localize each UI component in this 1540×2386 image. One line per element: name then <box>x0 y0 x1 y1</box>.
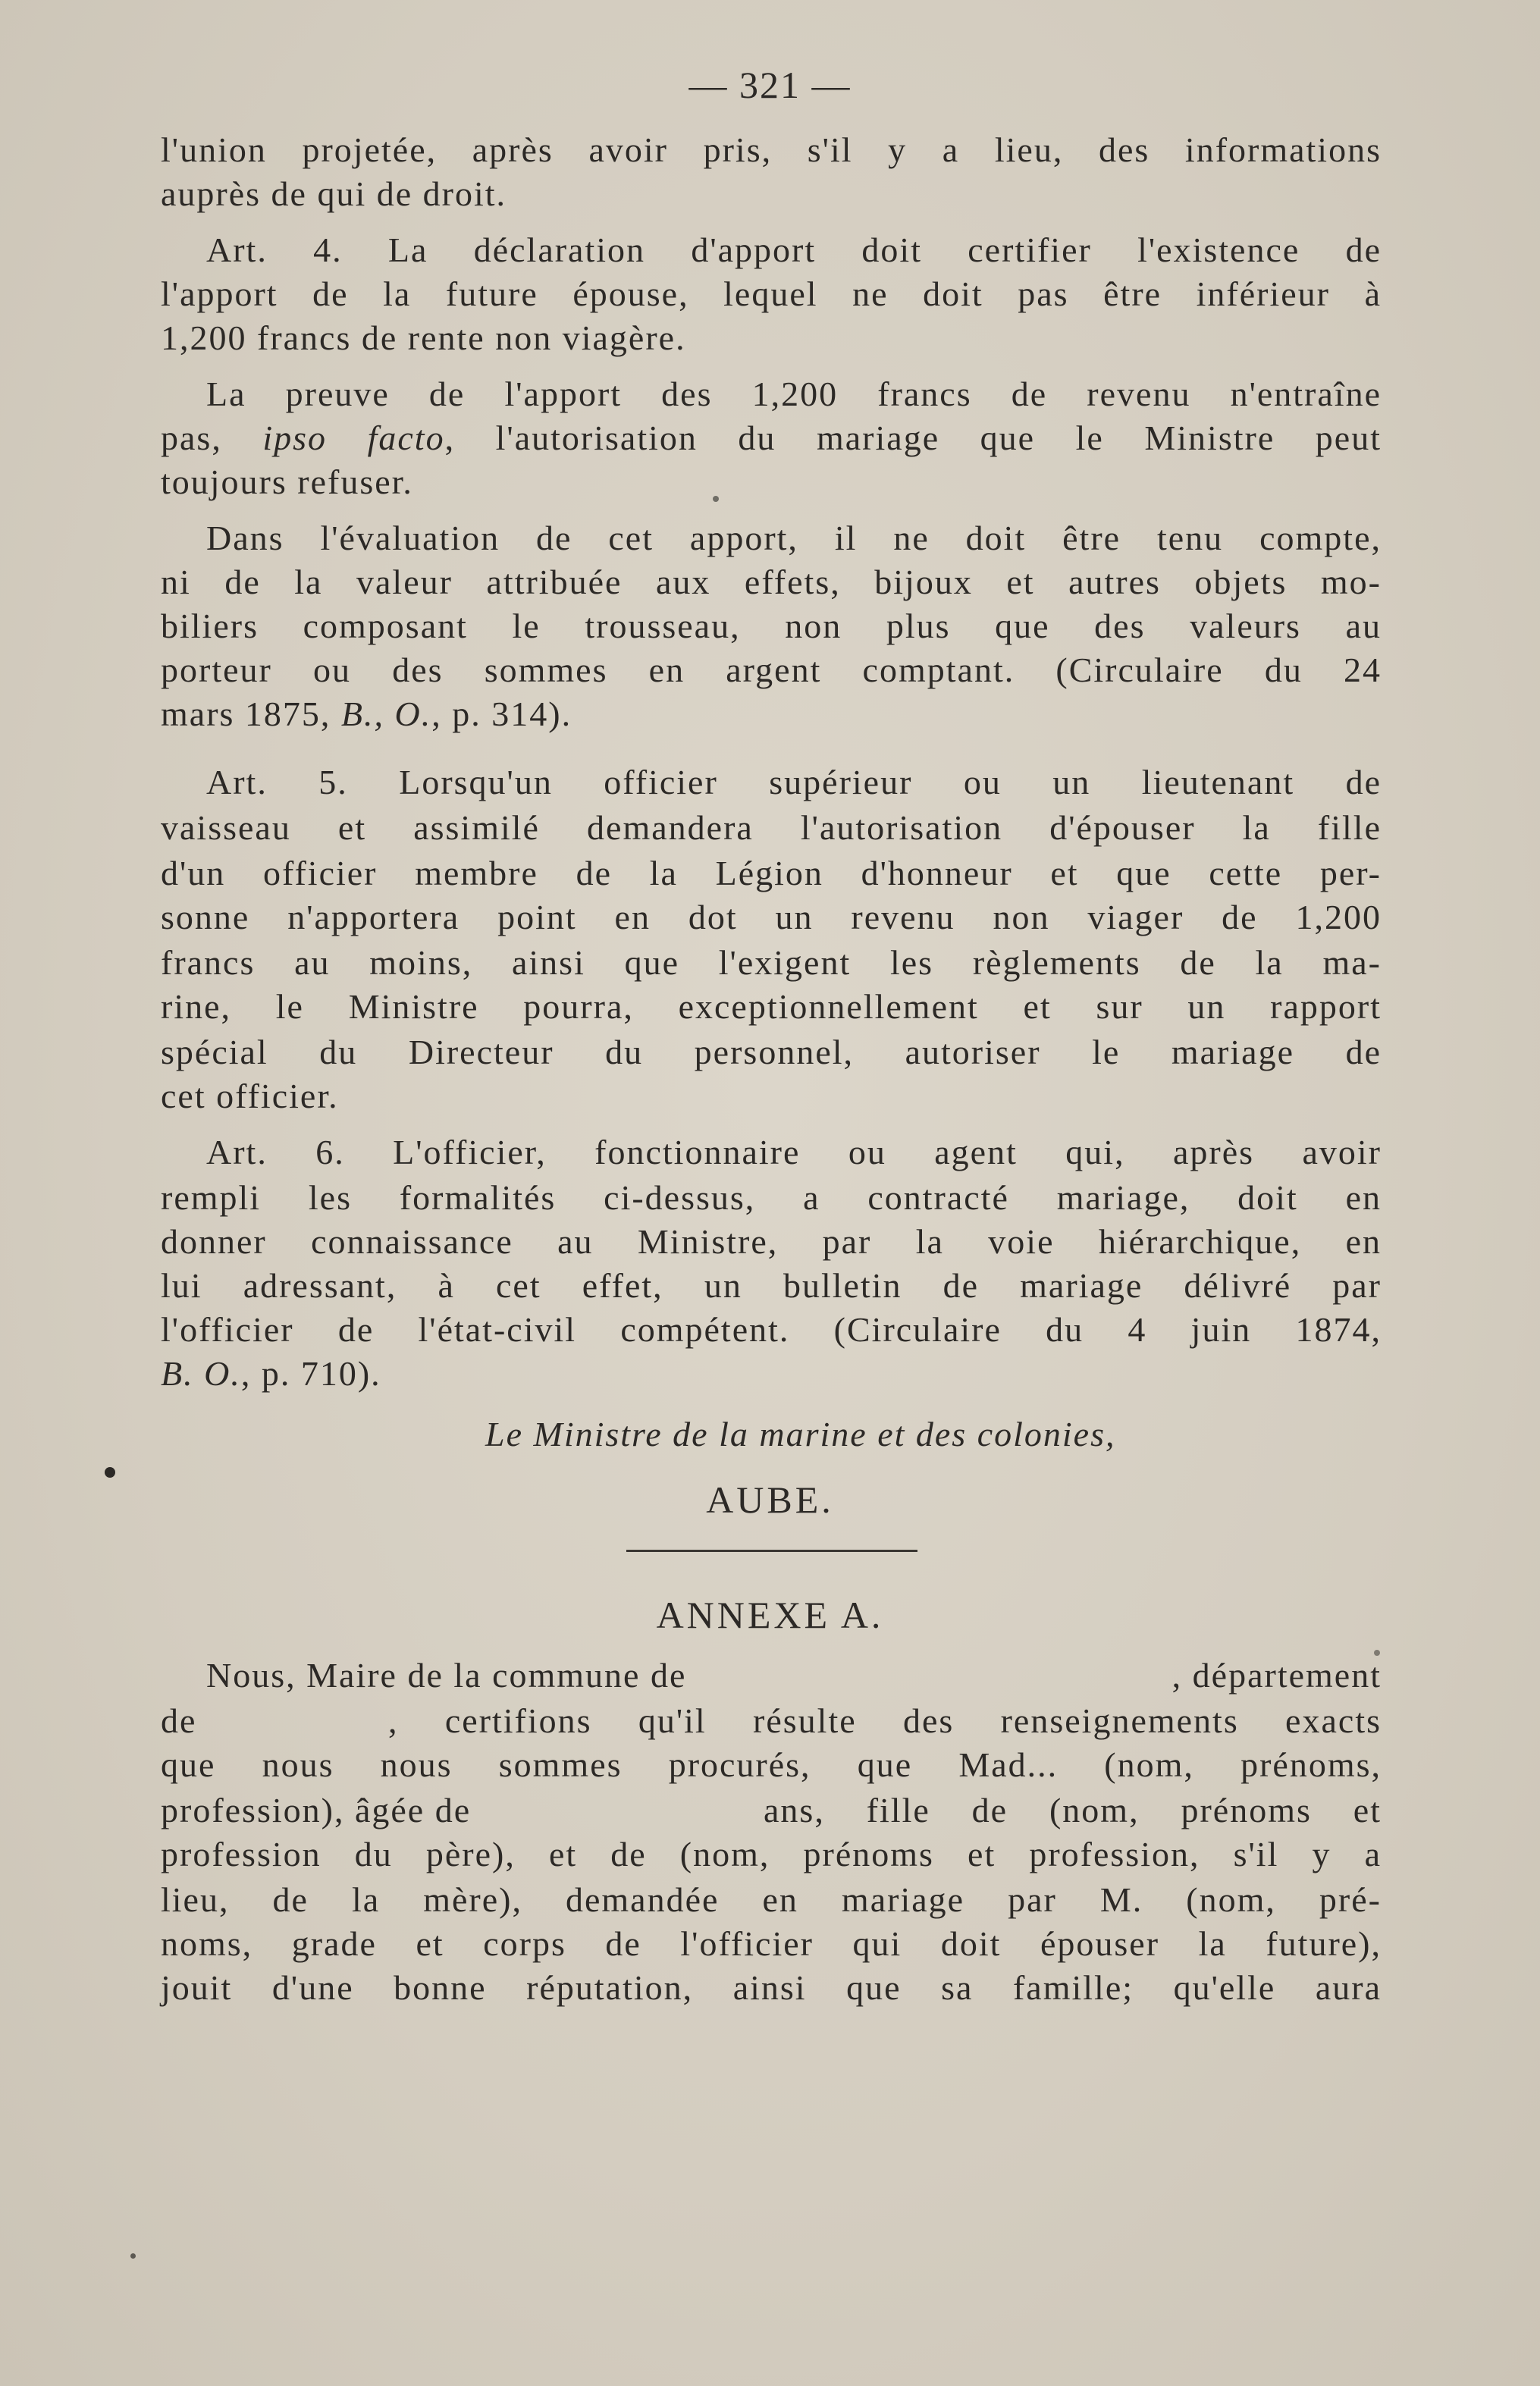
text-line <box>161 1351 1382 1397</box>
text-line <box>161 691 1382 737</box>
text-line: lui adressant, à cet effet, un bulletin de mariage délivré par <box>161 1266 1382 1305</box>
text-line: rine, le Ministre pourra, exceptionnellement et sur un rapport <box>161 987 1382 1026</box>
text-line: rempli les formalités ci-dessus, a contracté mariage, doit en <box>161 1178 1382 1217</box>
italic-text: B. O. <box>161 1354 241 1393</box>
text-line: La preuve de l'apport des 1,200 francs de revenu n'entraîne <box>206 375 1382 413</box>
text-line: Art. 6. L'officier, fonctionnaire ou agent qui, après avoir <box>206 1133 1382 1171</box>
section-divider <box>626 1550 917 1552</box>
italic-text: ipso facto <box>262 419 445 457</box>
ink-speck <box>713 496 719 502</box>
text-segment: , p. 710). <box>240 1354 381 1393</box>
text-line <box>161 415 1382 461</box>
text-line: l'apport de la future épouse, lequel ne doit pas être inférieur à <box>161 274 1382 313</box>
text-line: vaisseau et assimilé demandera l'autorisation d'épouser la fille <box>161 808 1382 847</box>
text-line: biliers composant le trousseau, non plus que des valeurs au <box>161 607 1382 645</box>
text-line: noms, grade et corps de l'officier qui doit épouser la future), <box>161 1924 1382 1963</box>
text-line: porteur ou des sommes en argent comptant. (Circulaire du 24 <box>161 651 1382 689</box>
text-line <box>161 1653 1382 1698</box>
text-line: jouit d'une bonne réputation, ainsi que sa famille; qu'elle aura <box>161 1968 1382 2007</box>
text-segment: Nous, Maire de la commune de <box>206 1656 687 1695</box>
text-segment: , l'autorisation du mariage que le Ministre peut <box>444 419 1382 457</box>
text-line: profession du père), et de (nom, prénoms et profession, s'il y a <box>161 1835 1382 1873</box>
text-line: francs au moins, ainsi que l'exigent les règlements de la ma- <box>161 943 1382 982</box>
text-line: l'officier de l'état-civil compétent. (Circulaire du 4 juin 1874, <box>161 1310 1382 1349</box>
text-line <box>161 1788 1382 1833</box>
text-line <box>161 1698 1382 1744</box>
text-segment: profession), âgée de <box>161 1791 472 1829</box>
signature-title: Le Ministre de la marine et des colonies, <box>485 1415 1116 1453</box>
text-line: que nous nous sommes procurés, que Mad... (nom, prénoms, <box>161 1745 1382 1784</box>
text-segment: mars 1875, <box>161 694 341 733</box>
text-segment: de <box>161 1701 197 1740</box>
annex-heading: ANNEXE A. <box>656 1594 884 1636</box>
text-segment: , certifions qu'il résulte des renseignements exacts <box>388 1701 1382 1740</box>
text-line: sonne n'apportera point en dot un revenu non viager de 1,200 <box>161 898 1382 936</box>
text-segment: , p. 314). <box>431 694 572 733</box>
text-line: 1,200 francs de rente non viagère. <box>161 318 686 357</box>
text-line: Art. 4. La déclaration d'apport doit certifier l'existence de <box>206 230 1382 269</box>
signature-name: AUBE. <box>706 1478 834 1521</box>
text-line: ni de la valeur attribuée aux effets, bijoux et autres objets mo- <box>161 563 1382 601</box>
text-line: cet officier. <box>161 1077 339 1115</box>
text-segment: ans, fille de (nom, prénoms et <box>764 1791 1382 1829</box>
text-line: lieu, de la mère), demandée en mariage par M. (nom, pré- <box>161 1880 1382 1919</box>
text-line: d'un officier membre de la Légion d'honneur et que cette per- <box>161 854 1382 892</box>
page-number: — 321 — <box>688 64 852 106</box>
ink-speck <box>105 1467 115 1478</box>
text-line: spécial du Directeur du personnel, autoriser le mariage de <box>161 1033 1382 1071</box>
text-line: Art. 5. Lorsqu'un officier supérieur ou un lieutenant de <box>206 763 1382 801</box>
text-line: toujours refuser. <box>161 462 413 501</box>
ink-speck <box>1374 1650 1380 1656</box>
text-segment: , département <box>1171 1656 1382 1695</box>
text-line: l'union projetée, après avoir pris, s'il y a lieu, des informations <box>161 130 1382 169</box>
text-line: donner connaissance au Ministre, par la voie hiérarchique, en <box>161 1222 1382 1261</box>
italic-text: B., O. <box>340 694 432 733</box>
ink-speck <box>130 2253 136 2259</box>
text-line: auprès de qui de droit. <box>161 174 507 213</box>
text-segment: pas, <box>161 419 263 457</box>
text-line: Dans l'évaluation de cet apport, il ne doit être tenu compte, <box>206 519 1382 557</box>
